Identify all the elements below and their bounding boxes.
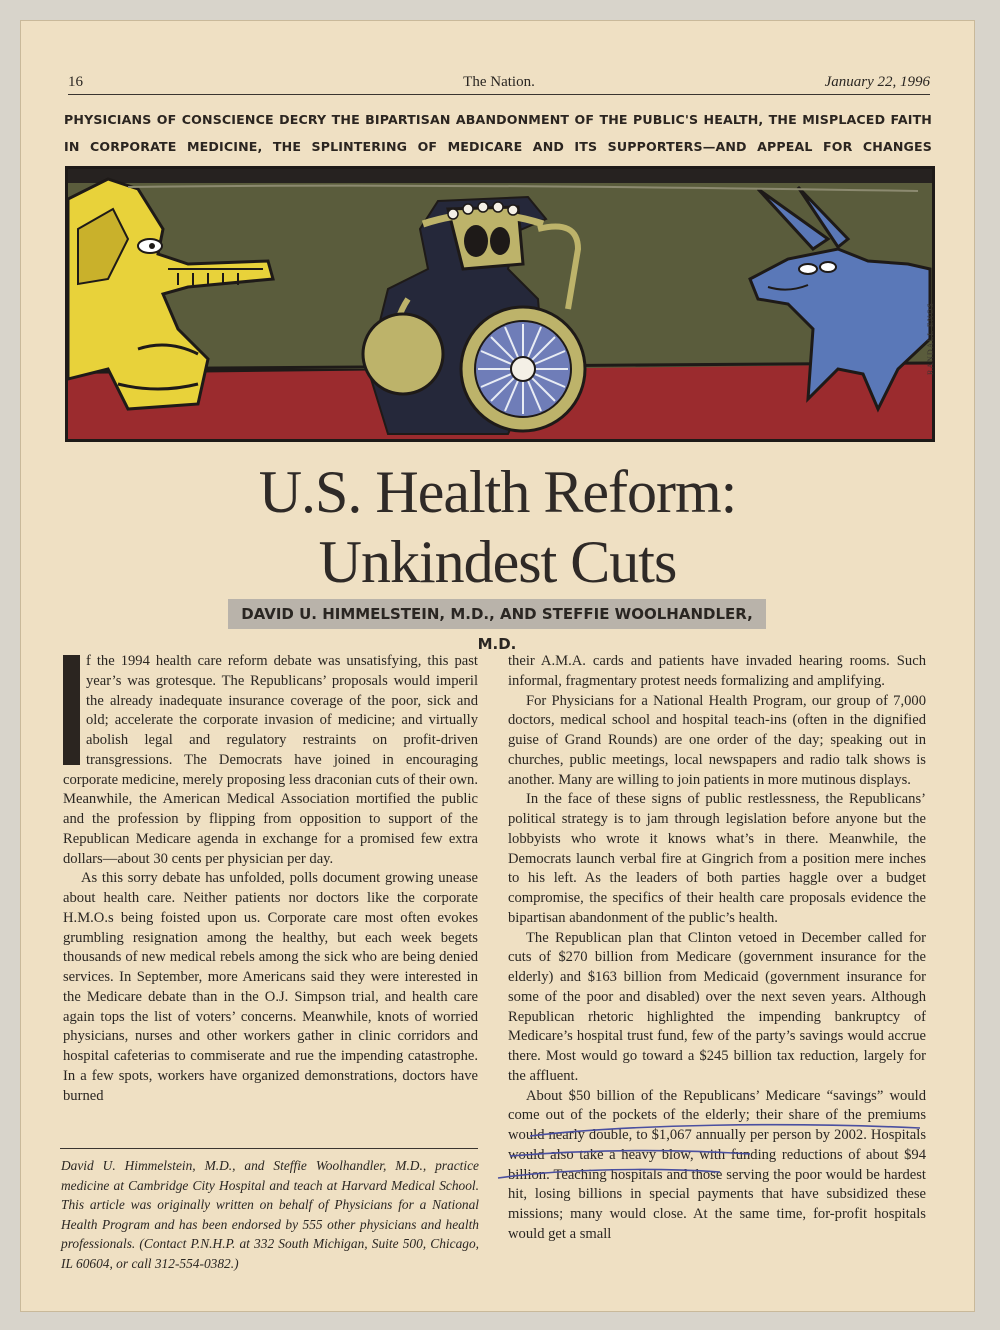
running-header	[68, 74, 930, 95]
paragraph: As this sorry debate has unfolded, polls document growing unease about health care. Neither patients nor doctors like the corporate H.M.O.s being foisted upon us. Corporate care most often evokes grumbling resignation among the healthy, but each week begets thousands of new medical rebels among the sick who are being denied services. In September, more Americans said they were interested in the Medicare debate than in the O.J. Simpson trial, and health care again tops the list of voters’ concerns. Meanwhile, knots of worried physicians, nurses and other workers gather in clinic corridors and hospital cafeterias to commiserate and rue the impending catastrophe. In a few spots, workers have organized demonstrations, doctors have burned	[63, 870, 478, 1104]
author-bio: David U. Himmelstein, M.D., and Steffie Woolhandler, M.D., practice medicine at Cambridge City Hospital and teach at Harvard Medical School. This article was originally written on behalf of Physicians for a National Health Program and has been endorsed by 555 other physicians and health professionals. (Contact P.N.H.P. at 332 South Michigan, Suite 500, Chicago, IL 60604, or call 312-554-0382.)	[61, 1158, 479, 1271]
paragraph: their A.M.A. cards and patients have invaded hearing rooms. Such informal, fragmentary protest needs formalizing and amplifying.	[508, 653, 926, 689]
footnote-rule	[60, 1148, 478, 1149]
paragraph: About $50 billion of the Republicans’ Medicare “savings” would come out of the pockets of the elderly; their share of the premiums would nearly double, to $1,067 annually per person by 2002. Hospitals would also take a heavy blow, with funding reductions of about $94 billion. Teaching hospitals and those serving the poor would be hardest hit, losing billions in special payments that have subsidized these missions; many would close. At the same time, for-profit hospitals would get a small	[508, 1087, 926, 1242]
right-column	[508, 652, 926, 1245]
illustration-credit: RANDALL ENOS	[926, 302, 935, 375]
drop-cap-i	[63, 655, 80, 765]
issue-date: January 22, 1996	[824, 74, 930, 90]
headline-line-1: U.S. Health Reform:	[258, 459, 737, 525]
headline-line-2: Unkindest Cuts	[318, 529, 677, 595]
cover-illustration	[65, 166, 935, 442]
paragraph: The Republican plan that Clinton vetoed in December called for cuts of $270 billion from Medicare (government insurance for the elderly) and $163 billion from Medicaid (government insurance for some of the poor and disabled) over the next seven years. Although Republican rhetoric highlighted the impending bankruptcy of Medicare’s hospital trust fund, few of the party’s savings would accrue there. Most would go toward a $245 billion tax reduction, largely for the affluent.	[508, 929, 926, 1084]
byline: DAVID U. HIMMELSTEIN, M.D., AND STEFFIE WOOLHANDLER, M.D.	[228, 599, 766, 629]
paragraph: In the face of these signs of public restlessness, the Republicans’ political strategy is to jam through legislation before anyone but the lobbyists who wrote it knows what’s in there. Meanwhile, the Democrats launch verbal fire at Gingrich from a position mere inches to his left. As the leaders of both parties haggle over a budget compromise, the specifics of their health care proposals evidence the bipartisan abandonment of the public’s health.	[508, 791, 926, 926]
paragraph: For Physicians for a National Health Program, our group of 7,000 doctors, medical school and hospital teach-ins (often in the dignified guise of Grand Rounds) are one order of the day; speaking out in churches, public meetings, local newspapers and radio talk shows is another. Many are willing to join patients in more mutinous displays.	[508, 692, 926, 788]
illustration-svg	[68, 169, 932, 439]
deck-text: PHYSICIANS OF CONSCIENCE DECRY THE BIPARTISAN ABANDONMENT OF THE PUBLIC'S HEALTH, THE MISPLACED FAITH IN CORPORATE MEDICINE, THE SPLINTERING OF MEDICARE AND ITS SUPPORTERS—AND APPEAL FOR CHANGES	[64, 112, 932, 154]
paragraph: f the 1994 health care reform debate was unsatisfying, this past year’s was grotesque. The Republicans’ proposals would imperil the already inadequate insurance coverage of the poor, sick and old; accelerate the corporate invasion of medicine; and virtually abolish legal and regulatory restraints on profit-driven transgressions. The Democrats have joined in encouraging corporate medicine, merely proposing less draconian cuts of their own. Meanwhile, the American Medical Association mortified the public and the profession by flipping from opposition to support of the Republican Medicare agenda in exchange for a promised few extra dollars—about 30 cents per physician per day.	[63, 653, 478, 867]
page-number: 16	[68, 74, 83, 90]
magazine-page	[20, 20, 975, 1312]
left-column	[63, 652, 478, 1106]
magazine-name: The Nation.	[463, 74, 535, 90]
